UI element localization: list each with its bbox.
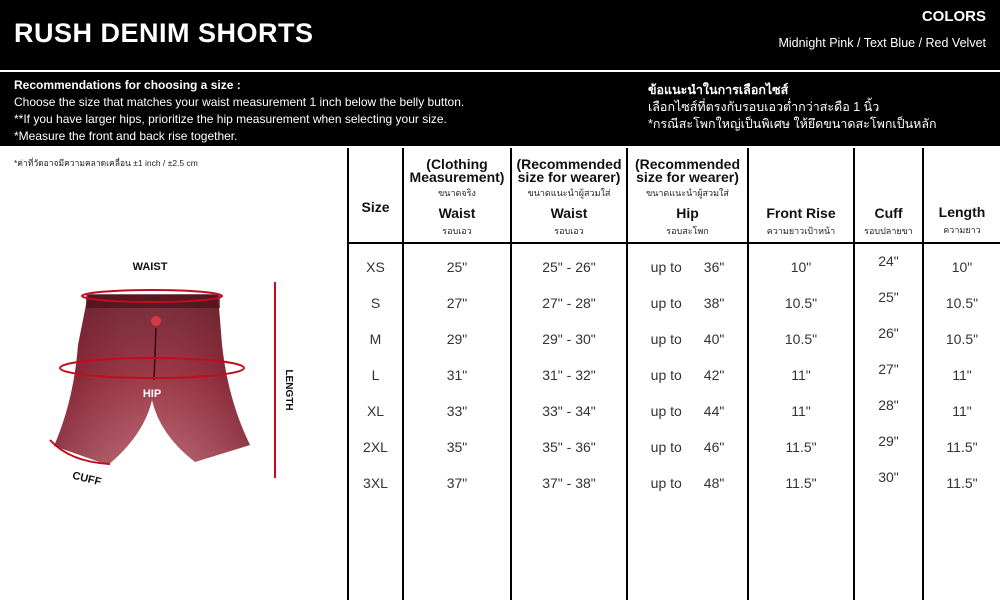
table-cell: L <box>371 367 380 383</box>
table-cell: 24" <box>878 253 899 269</box>
column-length <box>924 244 1000 496</box>
table-cell <box>628 424 747 460</box>
recommendations-band <box>0 72 1000 146</box>
shorts-diagram <box>40 250 320 500</box>
button-icon <box>151 316 161 326</box>
table-cell: 11.5" <box>785 439 817 455</box>
table-cell: XS <box>366 259 385 275</box>
table-cell <box>628 280 747 316</box>
table-cell: 11" <box>952 403 972 419</box>
table-cell: 28" <box>878 397 899 413</box>
hip-prefix: up to <box>650 331 682 347</box>
column-cuff <box>855 238 922 490</box>
column-hip-recommended <box>628 244 747 496</box>
table-cell: 10" <box>951 259 973 275</box>
table-cell <box>628 244 747 280</box>
hip-prefix: up to <box>650 367 682 383</box>
table-cell: 10.5" <box>945 331 979 347</box>
table-cell: 29" <box>446 331 468 347</box>
table-cell <box>628 316 747 352</box>
hip-value: 46" <box>703 439 725 455</box>
table-cell: 31" <box>446 367 468 383</box>
hip-value: 40" <box>703 331 725 347</box>
hip-value: 38" <box>703 295 725 311</box>
recommendation-line-th: เลือกไซส์ที่ตรงกับรอบเอวต่ำกว่าสะดือ 1 นิ้ว <box>648 100 880 114</box>
tolerance-note: *ค่าที่วัดอาจมีความคลาดเคลื่อน ±1 inch / ±2.5 cm <box>14 158 198 168</box>
header-size: Size <box>361 199 390 215</box>
hip-prefix: up to <box>650 259 682 275</box>
hip-value: 44" <box>703 403 725 419</box>
colors-label: COLORS <box>921 8 986 25</box>
table-cell: 11" <box>791 403 811 419</box>
table-cell: S <box>370 295 381 311</box>
table-cell: 31" - 32" <box>542 367 596 383</box>
recommendation-line-th: *กรณีสะโพกใหญ่เป็นพิเศษ ให้ยึดขนาดสะโพกเป็นหลัก <box>648 117 937 131</box>
hip-prefix: up to <box>650 439 682 455</box>
table-cell: XL <box>366 403 385 419</box>
table-cell: 11" <box>952 367 972 383</box>
table-cell <box>628 352 747 388</box>
header-hip-recommended: (Recommended size for wearer) ขนาดแนะนำผู้สวมใส่ Hip รอบสะโพก <box>634 156 741 236</box>
table-cell: 35" <box>446 439 468 455</box>
table-cell: 11.5" <box>946 475 978 491</box>
table-cell <box>628 460 747 496</box>
table-cell: M <box>369 331 382 347</box>
table-cell: 30" <box>878 469 899 485</box>
header-waist-recommended: (Recommended size for wearer) ขนาดแนะนำผู้สวมใส่ Waist รอบเอว <box>516 156 622 236</box>
recommendations-heading-th: ข้อแนะนำในการเลือกไซส์ <box>648 83 789 97</box>
hip-value: 42" <box>703 367 725 383</box>
colors-value: Midnight Pink / Text Blue / Red Velvet <box>778 36 986 50</box>
product-title: RUSH DENIM SHORTS <box>14 18 314 48</box>
header-bar <box>0 0 1000 70</box>
hip-value: 36" <box>703 259 725 275</box>
table-cell: 3XL <box>363 475 388 491</box>
table-cell: 37" - 38" <box>542 475 596 491</box>
column-front-rise <box>749 244 853 496</box>
recommendation-line: *Measure the front and back rise together. <box>14 129 238 143</box>
hip-prefix: up to <box>650 295 682 311</box>
recommendation-line: **If you have larger hips, prioritize the hip measurement when selecting your size. <box>14 112 447 126</box>
table-cell: 10.5" <box>945 295 979 311</box>
table-cell: 11" <box>791 367 811 383</box>
header-front-rise: Front Rise ความยาวเป้าหน้า <box>766 205 836 236</box>
waist-label: WAIST <box>132 261 168 273</box>
table-cell: 11.5" <box>785 475 817 491</box>
header-cuff: Cuff รอบปลายขา <box>864 205 913 236</box>
recommendations-th <box>648 82 937 133</box>
length-label: LENGTH <box>283 369 294 411</box>
table-cell: 25" <box>878 289 899 305</box>
table-cell: 10" <box>790 259 812 275</box>
table-cell: 27" <box>446 295 468 311</box>
table-cell: 33" - 34" <box>542 403 596 419</box>
table-cell: 37" <box>446 475 468 491</box>
table-cell: 25" - 26" <box>542 259 596 275</box>
hip-value: 48" <box>703 475 725 491</box>
table-cell: 26" <box>878 325 899 341</box>
table-cell: 10.5" <box>784 295 818 311</box>
table-cell: 29" <box>878 433 899 449</box>
recommendations-en <box>14 77 464 145</box>
recommendation-line: Choose the size that matches your waist measurement 1 inch below the belly button. <box>14 95 465 109</box>
recommendations-heading: Recommendations for choosing a size : <box>14 78 241 92</box>
hip-prefix: up to <box>650 403 682 419</box>
table-cell: 2XL <box>363 439 388 455</box>
table-cell: 29" - 30" <box>542 331 596 347</box>
table-cell: 27" - 28" <box>542 295 596 311</box>
header-length: Length ความยาว <box>938 204 986 235</box>
table-cell: 27" <box>878 361 899 377</box>
table-cell: 10.5" <box>784 331 818 347</box>
hip-label: HIP <box>142 388 162 400</box>
column-waist-actual <box>404 244 510 496</box>
column-waist-recommended <box>512 244 626 496</box>
cuff-label: CUFF <box>71 469 103 489</box>
table-cell: 11.5" <box>946 439 978 455</box>
table-cell: 33" <box>446 403 468 419</box>
header-waist-actual: (Clothing Measurement) ขนาดจริง Waist รอบเอว <box>409 156 505 236</box>
column-size <box>349 244 402 496</box>
hip-prefix: up to <box>650 475 682 491</box>
table-cell: 25" <box>446 259 468 275</box>
table-cell: 35" - 36" <box>542 439 596 455</box>
table-cell <box>628 388 747 424</box>
